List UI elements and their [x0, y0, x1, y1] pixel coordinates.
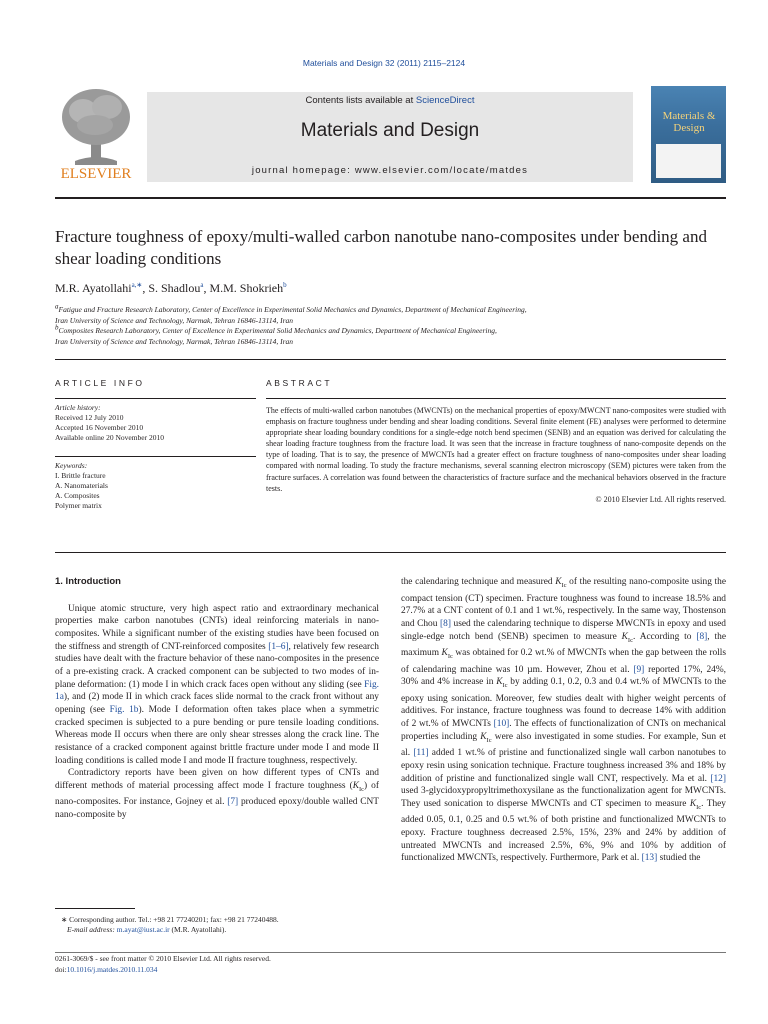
journal-citation[interactable]: Materials and Design 32 (2011) 2115–2124	[302, 58, 466, 68]
section-heading: 1. Introduction	[55, 576, 121, 587]
symbol-k: K	[555, 577, 562, 587]
email-link[interactable]: m.ayat@iust.ac.ir	[116, 925, 170, 934]
subscript: Ic	[486, 736, 492, 744]
text-run: added 1 wt.% of pristine and functionalized single wall carbon nanotubes to epoxy resin using sonication technique. Fracture toughness increased 3% and 18% by addition of pristine and functionalized single wall CNT, respectively. Ma et al.	[401, 748, 726, 784]
keyword: A. Nanomaterials	[55, 481, 108, 490]
page-footer	[55, 954, 455, 975]
history-label: Article history:	[55, 403, 101, 412]
journal-homepage[interactable]: journal homepage: www.elsevier.com/locate/matdes	[251, 165, 529, 176]
citation-link[interactable]: [13]	[641, 853, 658, 864]
journal-title: Materials and Design	[300, 120, 480, 141]
text-run: . According to	[632, 631, 697, 642]
keywords	[55, 461, 256, 511]
symbol-k: K	[480, 731, 487, 742]
citation-link[interactable]: [9]	[633, 664, 645, 675]
text-run: Contradictory reports have been given on how different types of CNTs and different methods of material processing affect mode I fracture toughness (	[55, 768, 379, 791]
affiliation-b	[55, 323, 726, 347]
journal-cover-image	[651, 86, 726, 183]
cover-title: Materials & Design	[662, 110, 716, 134]
keyword: A. Composites	[55, 491, 100, 500]
text-run: was obtained for 0.2 wt.% of MWCNTs when the gap between the rolls of calendaring machine was 10 µm. However, Zhou et al.	[401, 648, 726, 675]
citation-link[interactable]: [8]	[696, 631, 708, 642]
doi-link[interactable]: 10.1016/j.matdes.2010.11.034	[66, 964, 158, 974]
symbol-k: K	[689, 798, 697, 809]
divider	[55, 359, 726, 360]
history-item: Received 12 July 2010	[55, 413, 124, 422]
figure-link[interactable]: Fig. 1a	[55, 679, 379, 703]
footnote-line: ∗ Corresponding author. Tel.: +98 21 77240201; fax: +98 21 77240488.	[61, 915, 279, 924]
divider	[55, 398, 256, 399]
author-affiliation-mark[interactable]: b	[283, 281, 287, 289]
text-run: ) of nano-composites. For instance, Gojney et al.	[55, 780, 379, 808]
text-run: Unique atomic structure, very high aspect ratio and extraordinary mechanical properties make carbon nanotubes (CNTs) ideal reinforcing materials in nano-composites. While a significant number of the existing studies have been focused on the stiffness and strength of CNT-reinforced composites	[55, 603, 379, 652]
text-run: used the calendaring technique to disperse MWCNTs in epoxy and used single-edge notch bend (SENB) specimen to measure	[401, 618, 726, 642]
text-run: ), and (2) mode II in which crack faces slide normal to the crack front without any opening (see	[55, 692, 379, 715]
email-label: E-mail address:	[67, 925, 117, 934]
symbol-k: K	[352, 780, 359, 791]
history-item: Accepted 16 November 2010	[55, 423, 144, 432]
paragraph	[401, 576, 726, 865]
journal-header	[147, 92, 633, 182]
author-affiliation-mark[interactable]: a,∗	[131, 281, 143, 289]
elsevier-tree-icon	[55, 85, 137, 182]
subscript: Ic	[561, 581, 567, 589]
text-run: used 3-glycidoxypropyltrimethoxysilane as the functionalization agent for MWCNTs. They used sonication to disperse MWCNTs and CT specimen to measure	[401, 786, 726, 809]
article-title: Fracture toughness of epoxy/multi-walled carbon nanotube nano-composites under bending and shear loading conditions	[55, 227, 707, 268]
keyword: Polymer matrix	[55, 501, 102, 510]
abstract-text: The effects of multi-walled carbon nanotubes (MWCNTs) on the mechanical properties of epoxy/MWCNT nano-composites were studied with emphasis on fracture toughness under bending and shear loading conditions. Several finite element (FE) analyses were performed to determine appropriate shear loading boundary conditions for a single-edge notch bend specimen (SENB) and an equation was derived for calculating the shear loading fracture toughness from the fracture load. It was seen that the increase in fracture toughness of nano-composite depends on the type of loading. That is to say, the presence of MWCNTs had a greater effect on fracture toughness of nano-composites under shear loading compared with normal loading. To study the fracture mechanisms, several scanning electron microscopy (SEM) pictures were taken from the fracture surfaces. A correlation was found between the characteristics of fracture surface and the mechanical behaviors observed in the fracture tests.	[266, 406, 726, 493]
text-run: . They added 0.05, 0.1, 0.25 and 0.5 wt.% of both pristine and functionalized MWCNTs to epoxy. Fracture toughness decreased 2.5%, 15%, 23% and 24% by addition of untreated MWCNTs and increased 2.5%, 6%, 9% and 10% by addition of functionalized MWCNTs, respectively. Furthermore, Park et al.	[401, 798, 726, 864]
text-run: . The effects of functionalization of CNTs on mechanical properties including	[401, 719, 727, 742]
affiliation-line: Iran University of Science and Technology, Narmak, Tehran 16846-13114, Iran	[55, 336, 294, 346]
article-info-heading: ARTICLE INFO	[55, 378, 145, 388]
doi-label: doi:	[55, 964, 67, 974]
left-column	[55, 576, 379, 822]
header-rule	[55, 197, 726, 199]
subscript: Ic	[358, 785, 365, 793]
text-run: ). Mode I deformation often takes place when a symmetric cracked specimen is subjected to a pure bending or pure tensile loading conditions. Whereas mode II occurs when there are only shear stresses along the crack line. The resistance of a cracked component against brittle fracture under mode I and mode II loading conditions is called mode I and mode II fracture toughness, respectively.	[55, 704, 380, 766]
citation-link[interactable]: [1–6]	[268, 641, 289, 652]
citation-link[interactable]: [7]	[227, 797, 239, 808]
affiliation-line: Composites Research Laboratory, Center of Excellence in Experimental Solid Mechanics and Dynamics, Department of Mechanical Engineering,	[58, 326, 497, 335]
divider	[55, 456, 256, 457]
contents-line	[147, 95, 633, 106]
author-name[interactable]: S. Shadlou	[148, 281, 201, 295]
text-run: by adding 0.1, 0.2, 0.3 and 0.4 wt.% of MWCNTs to the epoxy using sonication. Moreover, few studies dealt with higher weight percents of additives. For instance, fracture toughness was found to decrease 14% with addition of 2 wt.% of MWCNTs	[401, 677, 727, 730]
article-history	[55, 403, 256, 443]
symbol-k: K	[621, 631, 628, 642]
author-name[interactable]: M.R. Ayatollahi	[55, 281, 132, 295]
paragraph	[55, 767, 379, 822]
elsevier-logo	[55, 85, 137, 182]
keyword: I. Brittle fracture	[55, 471, 106, 480]
citation-link[interactable]: [10]	[493, 719, 510, 730]
email-suffix: (M.R. Ayatollahi).	[169, 925, 227, 934]
affiliation-line: Iran University of Science and Technology, Narmak, Tehran 16846-13114, Iran	[55, 315, 294, 325]
text-run: of the resulting nano-composite using the compact tension (CT) specimen. Fracture toughness was found to increase 18.5% and 27.7% at a CNT content of 0.1 and 1 wt.%, respectively. In the same way, Thostenson and Chou	[401, 577, 726, 629]
right-column	[401, 576, 726, 865]
keywords-label: Keywords:	[55, 461, 88, 470]
sciencedirect-link[interactable]: ScienceDirect	[415, 95, 475, 106]
text-run: produced epoxy/double walled CNT nano-composite by	[55, 797, 379, 821]
text-run: studied the	[657, 853, 701, 864]
abstract-body	[266, 405, 726, 505]
author-affiliation-mark[interactable]: a	[200, 281, 204, 289]
affiliation-mark: b	[55, 323, 59, 332]
affiliation-a	[55, 302, 726, 326]
issn-line: 0261-3069/$ - see front matter © 2010 Elsevier Ltd. All rights reserved.	[55, 954, 271, 963]
cover-panel	[656, 144, 721, 178]
divider	[266, 398, 726, 399]
paragraph	[55, 603, 379, 768]
footer-rule	[55, 952, 726, 953]
subscript: Ic	[627, 636, 633, 644]
subscript: Ic	[696, 803, 702, 811]
affiliation-line: Fatigue and Fracture Research Laboratory, Center of Excellence in Experimental Solid Mechanics and Dynamics, Department of Mechanical Engineering,	[58, 305, 527, 314]
citation-link[interactable]: [11]	[413, 748, 429, 759]
divider	[55, 552, 726, 553]
history-item: Available online 20 November 2010	[55, 433, 164, 442]
text-run: reported 17%, 24%, 30% and 4% increase in	[401, 664, 726, 688]
publisher-wordmark: ELSEVIER	[60, 166, 132, 182]
citation-link[interactable]: [8]	[440, 618, 451, 629]
subscript: Ic	[502, 682, 508, 690]
figure-link[interactable]: Fig. 1b	[109, 704, 139, 715]
contents-prefix: Contents lists available at	[305, 95, 416, 106]
subscript: Ic	[447, 652, 453, 660]
text-run: the calendaring technique and measured	[401, 577, 556, 587]
footnote	[55, 915, 379, 935]
symbol-k: K	[496, 677, 503, 688]
abstract-copyright: © 2010 Elsevier Ltd. All rights reserved.	[595, 494, 726, 504]
text-run: were also investigated in some studies. For example, Sun et al.	[401, 731, 727, 759]
citation-link[interactable]: [12]	[710, 773, 726, 784]
affiliation-mark: a	[55, 302, 59, 311]
text-run: , the maximum	[401, 631, 726, 659]
author-list: M.R. Ayatollahi$^{a,∗}$, S. Shadlou$^a$, M.M. Shokrieh$^b$	[55, 281, 287, 295]
author-name[interactable]: M.M. Shokrieh	[209, 281, 284, 295]
abstract-heading: ABSTRACT	[266, 378, 333, 388]
symbol-k: K	[441, 648, 448, 659]
footnote-rule	[55, 908, 135, 909]
text-run: , relatively few research studies have dealt with the fracture behavior of these nano-composites in the presence of a pre-existing crack. A cracked component can be subjected to two modes of in-plane deformation: (1) mode I in which crack faces open without any sliding (see	[55, 641, 379, 690]
